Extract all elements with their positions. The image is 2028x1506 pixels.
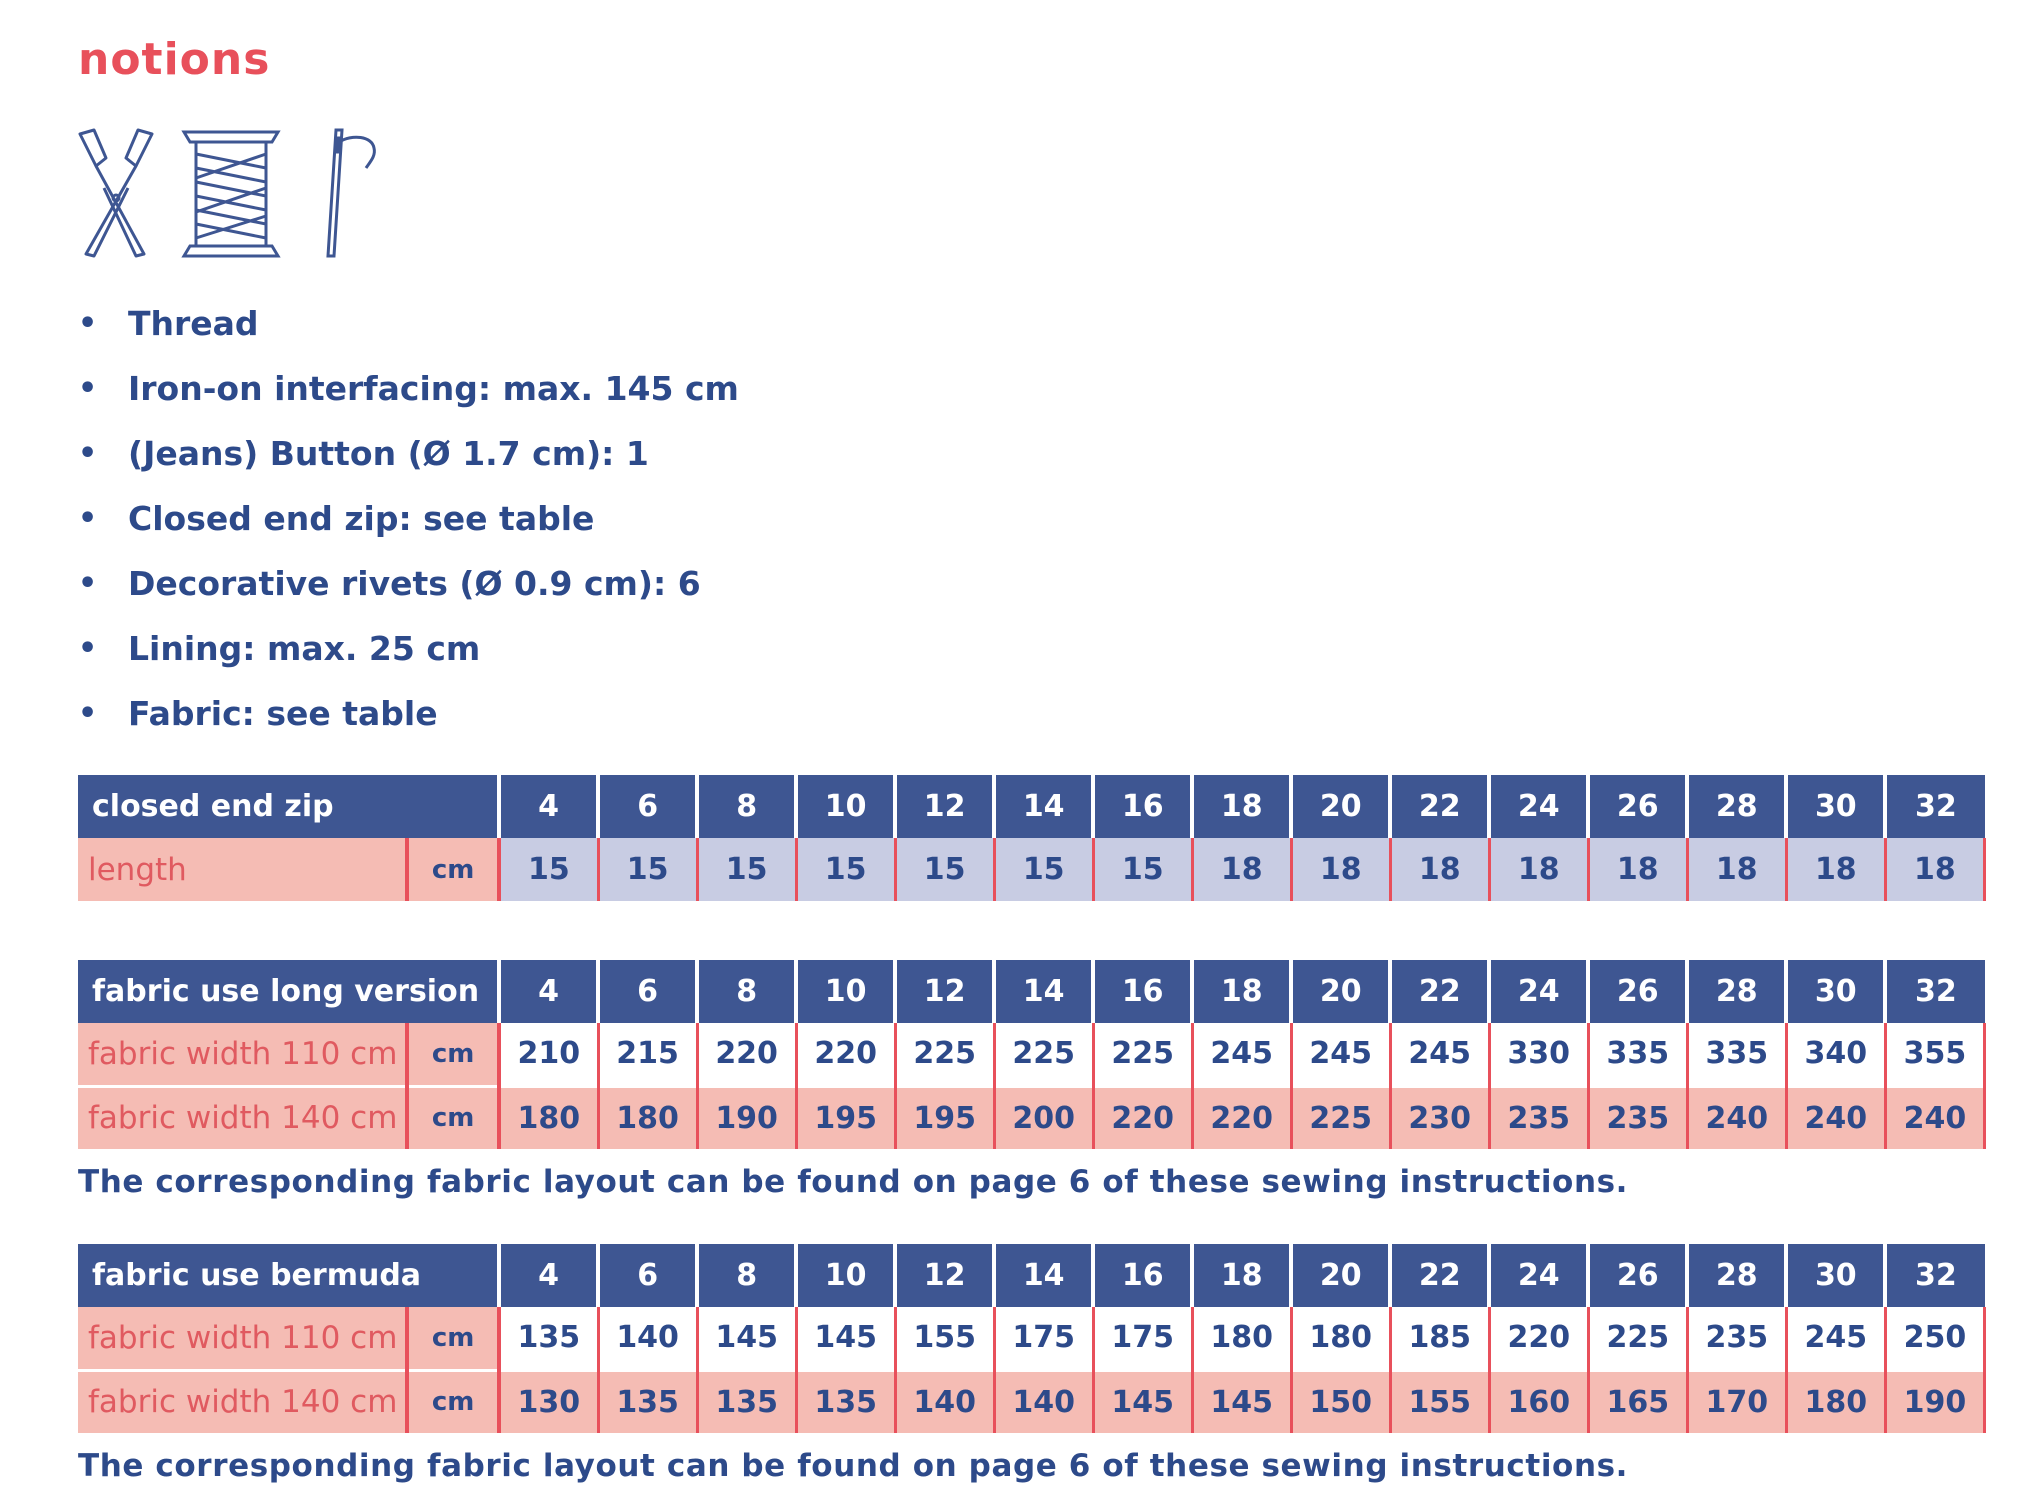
size-header: 18: [1192, 1244, 1291, 1307]
value-cell: 180: [598, 1086, 697, 1149]
value-cell: 135: [796, 1370, 895, 1433]
value-cell: 145: [1093, 1370, 1192, 1433]
row-label: length: [78, 838, 407, 901]
size-header: 12: [895, 1244, 994, 1307]
value-cell: 235: [1687, 1307, 1786, 1370]
value-cell: 145: [1192, 1370, 1291, 1433]
list-item: • Decorative rivets (Ø 0.9 cm): 6: [78, 564, 701, 603]
value-cell: 335: [1588, 1023, 1687, 1086]
value-cell: 220: [1489, 1307, 1588, 1370]
size-header: 12: [895, 960, 994, 1023]
thread-spool-icon: [184, 132, 278, 256]
value-cell: 135: [499, 1307, 598, 1370]
value-cell: 190: [697, 1086, 796, 1149]
value-cell: 18: [1489, 838, 1588, 901]
long-layout-note: The corresponding fabric layout can be found on page 6 of these sewing instructions.: [78, 1164, 1629, 1200]
list-item: • Iron-on interfacing: max. 145 cm: [78, 369, 739, 408]
value-cell: 225: [1093, 1023, 1192, 1086]
size-header: 28: [1687, 775, 1786, 838]
size-header: 4: [499, 960, 598, 1023]
value-cell: 230: [1390, 1086, 1489, 1149]
value-cell: 155: [1390, 1370, 1489, 1433]
value-cell: 215: [598, 1023, 697, 1086]
size-header: 8: [697, 775, 796, 838]
value-cell: 190: [1885, 1370, 1984, 1433]
table-row: [78, 1307, 1985, 1370]
value-cell: 150: [1291, 1370, 1390, 1433]
value-cell: 220: [697, 1023, 796, 1086]
value-cell: 18: [1291, 838, 1390, 901]
value-cell: 18: [1687, 838, 1786, 901]
value-cell: 195: [796, 1086, 895, 1149]
value-cell: 245: [1786, 1307, 1885, 1370]
row-label: fabric width 110 cm: [78, 1307, 407, 1370]
size-header: 20: [1291, 775, 1390, 838]
notions-list: [78, 300, 739, 755]
table-row: [78, 1086, 1985, 1149]
notions-icons: [72, 128, 392, 260]
table-title: fabric use long version: [78, 960, 499, 1023]
value-cell: 140: [598, 1307, 697, 1370]
value-cell: 225: [1588, 1307, 1687, 1370]
row-unit: cm: [407, 838, 499, 901]
size-header: 28: [1687, 1244, 1786, 1307]
row-unit: cm: [407, 1023, 499, 1086]
value-cell: 18: [1786, 838, 1885, 901]
value-cell: 225: [994, 1023, 1093, 1086]
size-header: 30: [1786, 960, 1885, 1023]
size-header: 18: [1192, 775, 1291, 838]
row-label: fabric width 140 cm: [78, 1370, 407, 1433]
size-header: 16: [1093, 960, 1192, 1023]
size-header: 10: [796, 775, 895, 838]
row-unit: cm: [407, 1370, 499, 1433]
size-header: 16: [1093, 775, 1192, 838]
value-cell: 340: [1786, 1023, 1885, 1086]
size-header: 20: [1291, 960, 1390, 1023]
size-header: 4: [499, 775, 598, 838]
value-cell: 240: [1786, 1086, 1885, 1149]
value-cell: 355: [1885, 1023, 1984, 1086]
value-cell: 15: [994, 838, 1093, 901]
value-cell: 15: [895, 838, 994, 901]
value-cell: 135: [697, 1370, 796, 1433]
row-unit: cm: [407, 1086, 499, 1149]
list-item: • Closed end zip: see table: [78, 499, 595, 538]
size-header: 24: [1489, 775, 1588, 838]
value-cell: 18: [1588, 838, 1687, 901]
value-cell: 155: [895, 1307, 994, 1370]
value-cell: 140: [895, 1370, 994, 1433]
size-header: 26: [1588, 1244, 1687, 1307]
value-cell: 330: [1489, 1023, 1588, 1086]
value-cell: 220: [1093, 1086, 1192, 1149]
row-label: fabric width 140 cm: [78, 1086, 407, 1149]
table-header-row: [78, 960, 1985, 1023]
page-title: notions: [78, 34, 271, 85]
table-header-row: [78, 1244, 1985, 1307]
value-cell: 195: [895, 1086, 994, 1149]
size-header: 16: [1093, 1244, 1192, 1307]
value-cell: 15: [697, 838, 796, 901]
value-cell: 225: [895, 1023, 994, 1086]
table-row: [78, 1023, 1985, 1086]
value-cell: 180: [499, 1086, 598, 1149]
size-header: 32: [1885, 960, 1984, 1023]
table-title: closed end zip: [78, 775, 499, 838]
size-header: 8: [697, 1244, 796, 1307]
value-cell: 145: [697, 1307, 796, 1370]
list-item: • (Jeans) Button (Ø 1.7 cm): 1: [78, 434, 649, 473]
value-cell: 200: [994, 1086, 1093, 1149]
value-cell: 165: [1588, 1370, 1687, 1433]
value-cell: 225: [1291, 1086, 1390, 1149]
size-header: 22: [1390, 1244, 1489, 1307]
value-cell: 250: [1885, 1307, 1984, 1370]
size-header: 20: [1291, 1244, 1390, 1307]
value-cell: 235: [1588, 1086, 1687, 1149]
table-title: fabric use bermuda: [78, 1244, 499, 1307]
size-header: 30: [1786, 775, 1885, 838]
size-header: 26: [1588, 960, 1687, 1023]
value-cell: 15: [499, 838, 598, 901]
table-header-row: [78, 775, 1985, 838]
value-cell: 245: [1291, 1023, 1390, 1086]
size-header: 10: [796, 960, 895, 1023]
value-cell: 220: [796, 1023, 895, 1086]
table-row: [78, 838, 1985, 901]
value-cell: 18: [1192, 838, 1291, 901]
fabric-long-table: [78, 960, 1986, 1149]
size-header: 32: [1885, 775, 1984, 838]
value-cell: 15: [796, 838, 895, 901]
row-label: fabric width 110 cm: [78, 1023, 407, 1086]
size-header: 10: [796, 1244, 895, 1307]
value-cell: 15: [1093, 838, 1192, 901]
value-cell: 220: [1192, 1086, 1291, 1149]
table-row: [78, 1370, 1985, 1433]
value-cell: 235: [1489, 1086, 1588, 1149]
value-cell: 175: [1093, 1307, 1192, 1370]
value-cell: 335: [1687, 1023, 1786, 1086]
value-cell: 175: [994, 1307, 1093, 1370]
size-header: 24: [1489, 1244, 1588, 1307]
value-cell: 170: [1687, 1370, 1786, 1433]
value-cell: 180: [1291, 1307, 1390, 1370]
size-header: 18: [1192, 960, 1291, 1023]
value-cell: 135: [598, 1370, 697, 1433]
size-header: 14: [994, 775, 1093, 838]
size-header: 4: [499, 1244, 598, 1307]
list-item: • Lining: max. 25 cm: [78, 629, 481, 668]
size-header: 6: [598, 1244, 697, 1307]
value-cell: 130: [499, 1370, 598, 1433]
zip-table: [78, 775, 1986, 901]
value-cell: 180: [1786, 1370, 1885, 1433]
size-header: 14: [994, 960, 1093, 1023]
fabric-bermuda-table: [78, 1244, 1986, 1433]
scissors-icon: [80, 130, 152, 256]
value-cell: 210: [499, 1023, 598, 1086]
size-header: 6: [598, 960, 697, 1023]
size-header: 22: [1390, 960, 1489, 1023]
value-cell: 160: [1489, 1370, 1588, 1433]
size-header: 26: [1588, 775, 1687, 838]
value-cell: 18: [1390, 838, 1489, 901]
value-cell: 145: [796, 1307, 895, 1370]
value-cell: 240: [1885, 1086, 1984, 1149]
size-header: 30: [1786, 1244, 1885, 1307]
size-header: 14: [994, 1244, 1093, 1307]
size-header: 6: [598, 775, 697, 838]
value-cell: 245: [1192, 1023, 1291, 1086]
value-cell: 18: [1885, 838, 1984, 901]
size-header: 12: [895, 775, 994, 838]
size-header: 24: [1489, 960, 1588, 1023]
bermuda-layout-note: The corresponding fabric layout can be found on page 6 of these sewing instructions.: [78, 1448, 1629, 1484]
value-cell: 245: [1390, 1023, 1489, 1086]
size-header: 8: [697, 960, 796, 1023]
size-header: 32: [1885, 1244, 1984, 1307]
value-cell: 15: [598, 838, 697, 901]
needle-icon: [328, 130, 374, 256]
value-cell: 240: [1687, 1086, 1786, 1149]
row-unit: cm: [407, 1307, 499, 1370]
size-header: 28: [1687, 960, 1786, 1023]
list-item: • Thread: [78, 304, 259, 343]
value-cell: 180: [1192, 1307, 1291, 1370]
list-item: • Fabric: see table: [78, 694, 438, 733]
value-cell: 185: [1390, 1307, 1489, 1370]
size-header: 22: [1390, 775, 1489, 838]
value-cell: 140: [994, 1370, 1093, 1433]
